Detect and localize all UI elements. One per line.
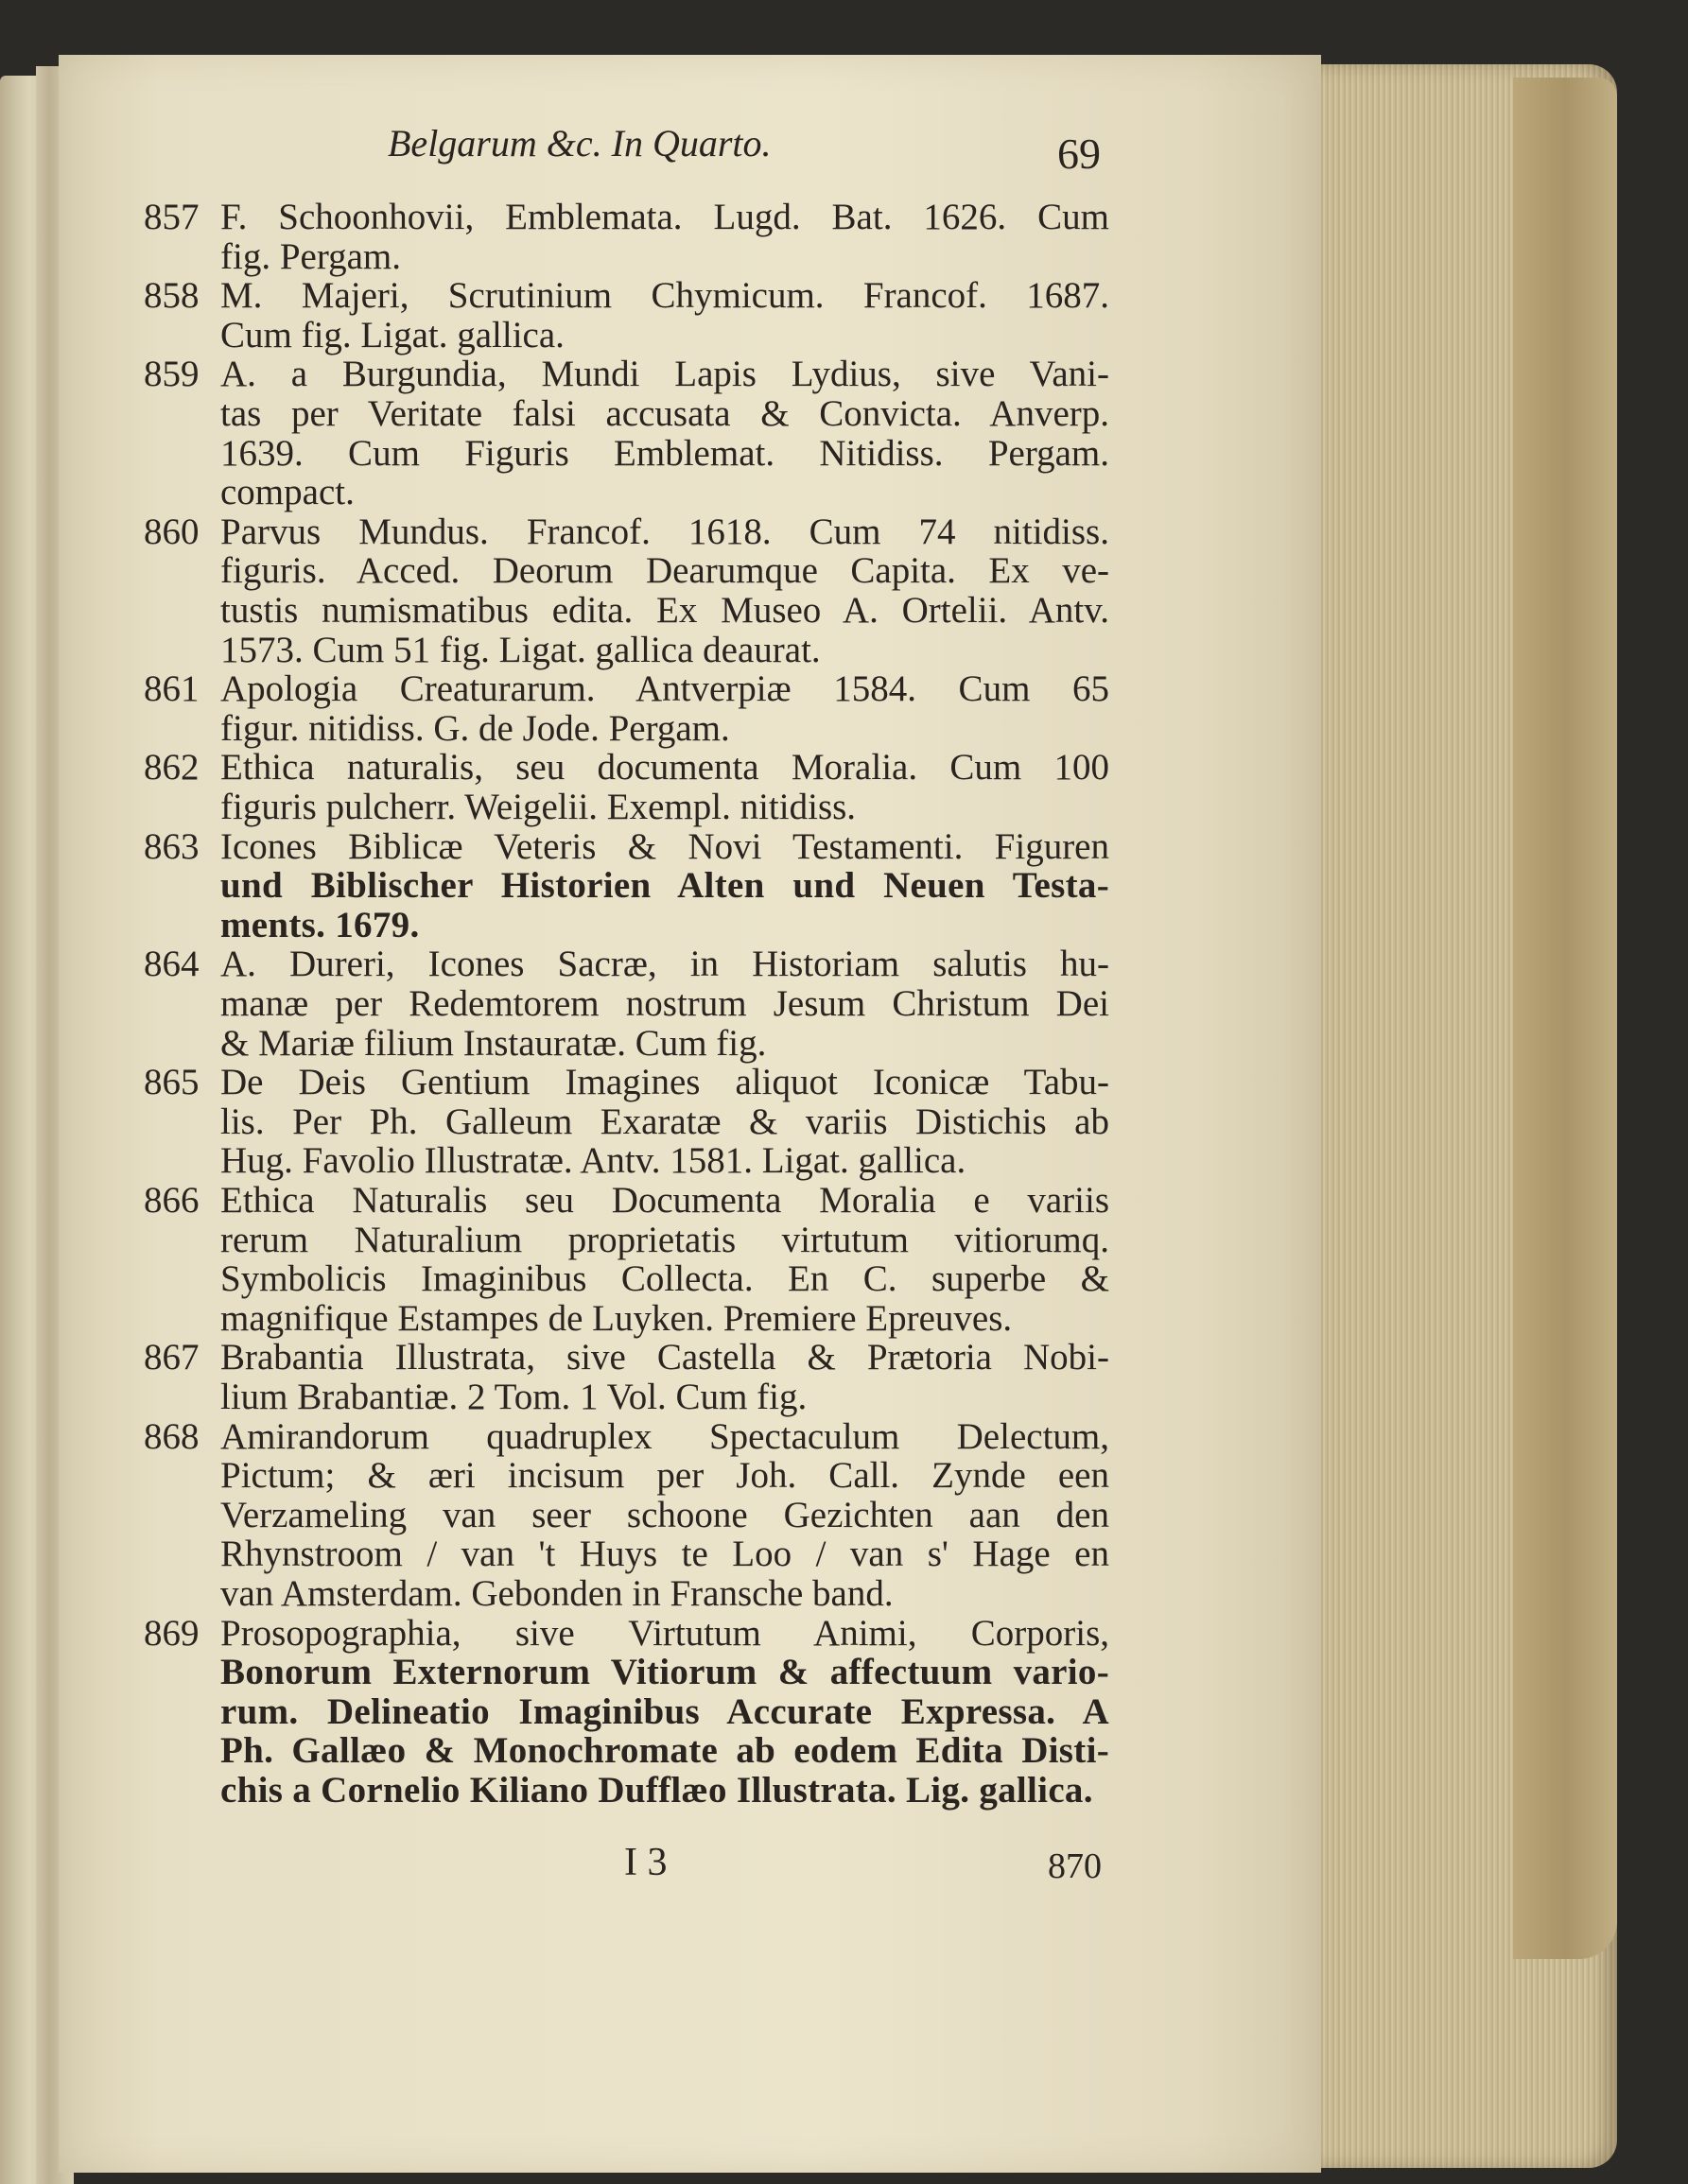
signature-mark: I 3	[624, 1841, 668, 1884]
entry-line: rum. Delineatio Imaginibus Accurate Expressa. A	[220, 1690, 1109, 1732]
entry-line: Bonorum Externorum Vitiorum & affectuum vario-	[220, 1652, 1109, 1693]
entry-line: A. a Burgundia, Mundi Lapis Lydius, sive Vani-	[220, 354, 1109, 395]
entry-number: 864	[144, 944, 200, 985]
entry-line: compact.	[220, 472, 355, 513]
entry-number: 857	[144, 197, 200, 237]
entry-number: 866	[144, 1180, 200, 1221]
entry-line: Brabantia Illustrata, sive Castella & Prætoria Nobi-	[220, 1337, 1109, 1378]
entry-number: 859	[144, 354, 200, 395]
entry-line: M. Majeri, Scrutinium Chymicum. Francof. 1687.	[220, 275, 1109, 317]
entry-line: fig. Pergam.	[220, 235, 402, 277]
entry-line: Hug. Favolio Illustratæ. Antv. 1581. Ligat. gallica.	[220, 1140, 966, 1182]
entry-line: Ph. Gallæo & Monochromate ab eodem Edita Disti-	[220, 1730, 1109, 1772]
entry-number: 863	[144, 825, 200, 867]
entry-line: manæ per Redemtorem nostrum Jesum Christum Dei	[220, 983, 1109, 1024]
entry-number: 869	[144, 1612, 200, 1654]
entry-number: 860	[144, 511, 200, 552]
catchword: 870	[1048, 1846, 1102, 1886]
entry-line: tas per Veritate falsi accusata & Convicta. Anverp.	[220, 393, 1109, 434]
entry-line: Ethica naturalis, seu documenta Moralia. Cum 100	[220, 747, 1109, 789]
entry-line: tustis numismatibus edita. Ex Museo A. Ortelii. Antv.	[220, 590, 1109, 631]
entry-line: und Biblischer Historien Alten und Neuen Testa-	[220, 865, 1109, 907]
entry-number: 858	[144, 275, 200, 317]
entry-number: 861	[144, 668, 200, 710]
entry-line: lis. Per Ph. Galleum Exaratæ & variis Distichis ab	[220, 1101, 1109, 1142]
entry-line: Cum fig. Ligat. gallica.	[220, 314, 565, 355]
entry-line: figuris. Acced. Deorum Dearumque Capita. Ex ve-	[220, 550, 1109, 592]
entry-line: rerum Naturalium proprietatis virtutum vitiorumq.	[220, 1219, 1109, 1260]
entry-line: chis a Cornelio Kiliano Dufflæo Illustrata. Lig. gallica.	[220, 1770, 1093, 1811]
entry-line: figuris pulcherr. Weigelii. Exempl. nitidiss.	[220, 787, 857, 827]
entry-number: 862	[144, 747, 200, 789]
entry-line: ments. 1679.	[220, 904, 420, 945]
entry-line: Parvus Mundus. Francof. 1618. Cum 74 nitidiss.	[220, 511, 1109, 552]
entry-line: van Amsterdam. Gebonden in Fransche band.	[220, 1573, 894, 1614]
entry-line: 1573. Cum 51 fig. Ligat. gallica deaurat.	[220, 629, 821, 670]
entry-line: Prosopographia, sive Virtutum Animi, Corporis,	[220, 1612, 1109, 1654]
entry-line: Amirandorum quadruplex Spectaculum Delectum,	[220, 1415, 1109, 1457]
entry-line: Pictum; & æri incisum per Joh. Call. Zynde een	[220, 1455, 1109, 1497]
entry-number: 865	[144, 1062, 200, 1103]
entry-line: F. Schoonhovii, Emblemata. Lugd. Bat. 1626. Cum	[220, 197, 1109, 237]
entry-line: 1639. Cum Figuris Emblemat. Nitidiss. Pergam.	[220, 432, 1109, 474]
entry-line: A. Dureri, Icones Sacræ, in Historiam salutis hu-	[220, 944, 1109, 985]
entry-line: & Mariæ filium Instauratæ. Cum fig.	[220, 1022, 767, 1064]
entry-line: lium Brabantiæ. 2 Tom. 1 Vol. Cum fig.	[220, 1377, 808, 1417]
entry-line: magnifique Estampes de Luyken. Premiere Epreuves.	[220, 1297, 1013, 1339]
entry-number: 868	[144, 1415, 200, 1457]
entry-line: figur. nitidiss. G. de Jode. Pergam.	[220, 707, 730, 749]
entry-number: 867	[144, 1337, 200, 1378]
entry-line: Icones Biblicæ Veteris & Novi Testamenti. Figuren	[220, 825, 1109, 867]
entry-line: Verzameling van seer schoone Gezichten aan den	[220, 1494, 1109, 1535]
entry-line: Apologia Creaturarum. Antverpiæ 1584. Cum 65	[220, 668, 1109, 710]
entry-line: Symbolicis Imaginibus Collecta. En C. superbe &	[220, 1258, 1109, 1300]
running-title: Belgarum &c. In Quarto.	[388, 122, 772, 165]
entry-line: Rhynstroom / van 't Huys te Loo / van s' Hage en	[220, 1534, 1109, 1575]
page-number: 69	[1057, 130, 1101, 178]
entry-line: De Deis Gentium Imagines aliquot Iconicæ Tabu-	[220, 1062, 1109, 1103]
entry-line: Ethica Naturalis seu Documenta Moralia e variis	[220, 1180, 1109, 1221]
